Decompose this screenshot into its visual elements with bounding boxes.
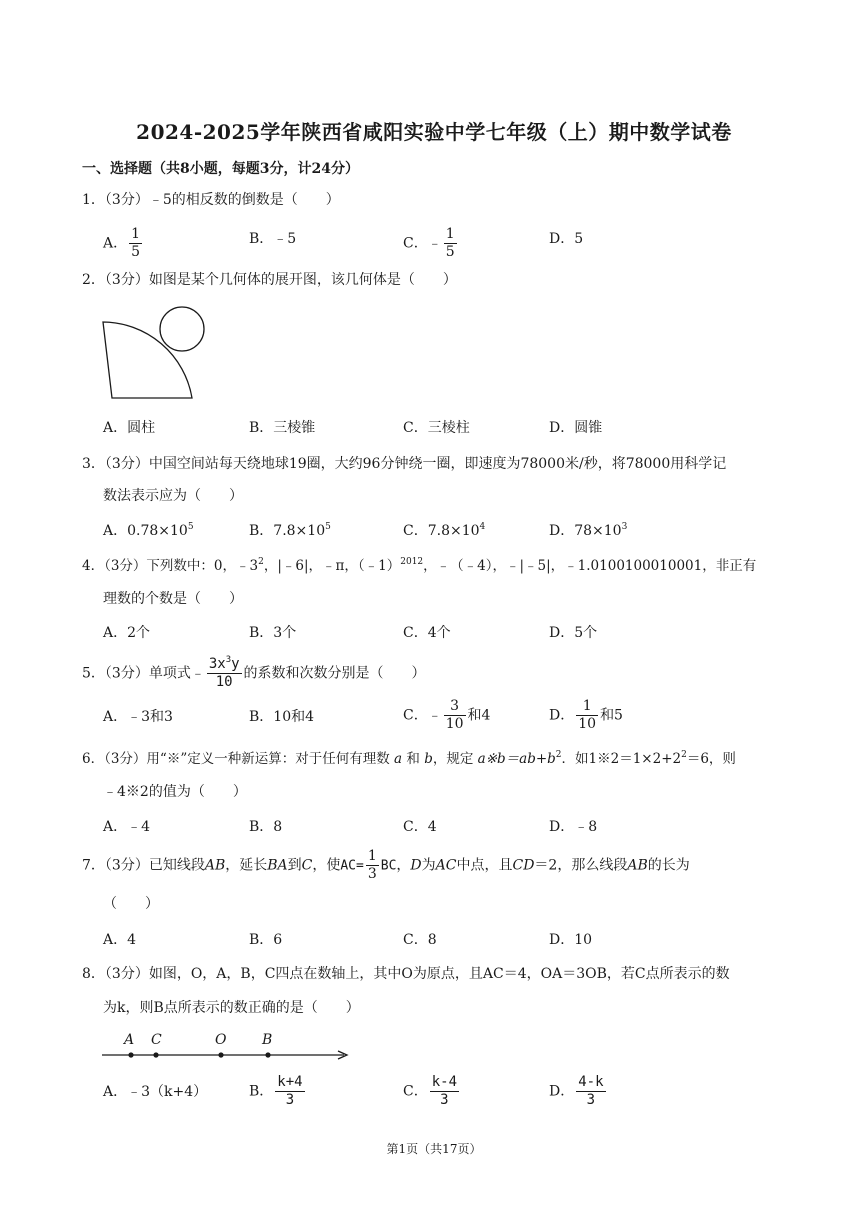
stem-text: ，	[396, 857, 411, 874]
q8-option-a: A．﹣3（k+4）	[103, 1084, 208, 1100]
point-a-dot	[128, 1052, 133, 1057]
stem-text: 5．（3分）单项式﹣	[82, 665, 205, 682]
q4-option-c: C．4个	[403, 625, 451, 641]
point-label-c: C	[151, 1032, 162, 1048]
q4-option-b: B．3个	[249, 625, 297, 641]
stem-text: ，规定	[432, 751, 474, 767]
stem-text: 和	[406, 751, 420, 767]
q2-option-a: A．圆柱	[103, 420, 156, 436]
stem-text: 的长为	[647, 857, 690, 874]
fraction-denominator: 3	[275, 1091, 304, 1109]
q1-option-a	[103, 226, 144, 261]
question-5-stem	[82, 656, 426, 691]
option-text: 和4	[467, 707, 491, 724]
q8-option-b-fraction	[275, 1074, 304, 1109]
numerator-text: y	[231, 656, 240, 672]
number-line-figure	[100, 1048, 352, 1062]
q5-option-b: B．10和4	[249, 709, 315, 725]
fraction-denominator: 5	[131, 244, 141, 260]
option-label: B．	[249, 1083, 274, 1100]
section-heading: 一、选择题（共8小题，每题3分，计24分）	[82, 161, 359, 177]
q1-option-b: B．﹣5	[249, 231, 297, 247]
q2-option-b: B．三棱锥	[249, 420, 316, 436]
stem-text: ＝2，那么线段	[534, 857, 628, 874]
q6-option-a: A．﹣4	[103, 819, 151, 835]
exponent: 3	[225, 655, 232, 665]
stem-text: 4．（3分）下列数中：0，﹣3	[82, 558, 259, 574]
stem-text: ，使	[312, 857, 341, 874]
circle-shape	[160, 307, 204, 351]
fraction-denominator: 10	[207, 673, 242, 691]
fraction-numerator: 1	[445, 226, 455, 242]
segment-cd: CD	[512, 857, 535, 874]
segment-ab: AB	[204, 857, 226, 874]
fraction-denominator: 10	[578, 716, 597, 732]
stem-text: 7．（3分）已知线段	[82, 857, 205, 874]
q7-option-a: A．4	[103, 932, 137, 948]
point-c: C	[301, 857, 313, 874]
q7-fraction	[366, 848, 379, 883]
fraction-denominator: 10	[445, 716, 464, 732]
question-7-stem-line2: （ ）	[103, 896, 159, 912]
exponent: 2012	[400, 557, 424, 567]
q8-option-d	[549, 1074, 608, 1109]
question-8-stem-line2: 为k，则B点所表示的数正确的是（ ）	[103, 1000, 360, 1016]
question-1-stem: 1．（3分）﹣5的相反数的倒数是（ ）	[82, 192, 340, 208]
monomial-fraction	[207, 656, 242, 691]
q5-option-c	[403, 698, 490, 733]
question-3-stem-line2: 数法表示应为（ ）	[103, 488, 243, 504]
sector-shape	[103, 322, 192, 398]
cone-net-figure	[98, 302, 210, 402]
exponent: 3	[621, 522, 628, 532]
stem-text: ，﹣（﹣4），﹣|﹣5|，﹣1.0100100010001，非正有	[423, 558, 757, 574]
q7-option-d: D．10	[549, 932, 593, 948]
q3-option-a	[103, 521, 194, 541]
fraction-denominator: 3	[367, 866, 377, 882]
question-4-stem-line2: 理数的个数是（ ）	[103, 591, 243, 607]
fraction-numerator: k+4	[277, 1074, 303, 1090]
q1-option-c	[403, 226, 459, 261]
question-6-stem-line1	[82, 749, 736, 769]
option-text: A．0.78×10	[103, 523, 188, 539]
option-label: C．	[403, 1083, 428, 1100]
q5-option-c-fraction	[444, 698, 466, 733]
page-footer: 第1页（共17页）	[386, 1142, 482, 1156]
equation-lhs: AC=	[340, 858, 364, 874]
option-text: D．78×10	[549, 523, 622, 539]
q2-option-c: C．三棱柱	[403, 420, 470, 436]
point-label-a: A	[124, 1032, 135, 1048]
equation-rhs: BC	[380, 858, 397, 874]
q5-option-d	[549, 698, 623, 733]
point-b-dot	[265, 1052, 270, 1057]
q7-option-c: C．8	[403, 932, 437, 948]
variable-b: b	[424, 751, 433, 767]
point-c-dot	[153, 1052, 158, 1057]
point-o-dot	[218, 1052, 223, 1057]
fraction-numerator: 1	[131, 226, 141, 242]
q3-option-d	[549, 521, 627, 541]
stem-text: ＝6，则	[686, 751, 736, 767]
exponent: 2	[258, 557, 264, 567]
variable-a: a	[394, 751, 403, 767]
stem-text: 到	[287, 857, 302, 874]
stem-text: ．如1※2＝1×2+2	[561, 751, 682, 767]
exponent: 4	[479, 522, 486, 532]
q1-option-c-label: C．﹣	[403, 235, 442, 252]
q6-option-c: C．4	[403, 819, 437, 835]
q2-option-d: D．圆锥	[549, 420, 603, 436]
operation-rule: a※b＝ab+b	[477, 751, 556, 767]
q5-option-a: A．﹣3和3	[103, 709, 173, 725]
fraction-numerator: 1	[367, 848, 377, 864]
q3-option-c	[403, 521, 485, 541]
segment-ac: AC	[435, 857, 457, 874]
fraction-denominator: 3	[576, 1091, 605, 1109]
option-label: D．	[549, 1083, 575, 1100]
point-label-o: O	[215, 1032, 227, 1048]
question-8-stem-line1: 8．（3分）如图，O，A，B，C四点在数轴上，其中O为原点，且AC＝4，OA＝3OB，若C点所表示的数	[82, 966, 730, 982]
fraction-numerator: k-4	[431, 1074, 458, 1090]
question-6-stem-line2: ﹣4※2的值为（ ）	[103, 784, 247, 800]
q3-option-b	[249, 521, 331, 541]
point-d: D	[410, 857, 422, 874]
q8-option-c-fraction	[430, 1074, 459, 1109]
question-2-stem: 2．（3分）如图是某个几何体的展开图，该几何体是（ ）	[82, 272, 457, 288]
question-7-stem-line1	[82, 848, 690, 883]
q7-option-b: B．6	[249, 932, 283, 948]
q8-option-c	[403, 1074, 461, 1109]
option-label: C．﹣	[403, 707, 442, 724]
segment-ba: BA	[267, 857, 288, 874]
stem-text: 6．（3分）用“※”定义一种新运算：对于任何有理数	[82, 751, 390, 767]
fraction-denominator: 5	[445, 244, 455, 260]
q5-option-d-fraction	[576, 698, 598, 733]
q6-option-d: D．﹣8	[549, 819, 598, 835]
q8-option-b	[249, 1074, 307, 1109]
q1-option-a-label: A．	[103, 235, 128, 252]
option-text: B．7.8×10	[249, 523, 326, 539]
segment-ab: AB	[627, 857, 648, 874]
point-label-b: B	[262, 1032, 273, 1048]
q4-option-a: A．2个	[103, 625, 151, 641]
stem-text: 为	[421, 857, 436, 874]
question-4-stem-line1	[82, 556, 756, 576]
stem-text: ，延长	[225, 857, 268, 874]
page-title: 2024-2025学年陕西省咸阳实验中学七年级（上）期中数学试卷	[136, 120, 732, 144]
option-text: 和5	[600, 707, 623, 724]
fraction-numerator: 4-k	[578, 1074, 604, 1090]
exponent: 5	[187, 522, 194, 532]
q1-option-d: D．5	[549, 231, 584, 247]
option-text: C．7.8×10	[403, 523, 480, 539]
exponent: 2	[555, 750, 562, 760]
fraction-numerator: 3	[450, 698, 460, 714]
q1-option-a-fraction	[129, 226, 142, 261]
stem-text: 的系数和次数分别是（ ）	[243, 665, 426, 682]
stem-text: 中点，且	[456, 857, 513, 874]
fraction-numerator	[207, 656, 242, 673]
q4-option-d: D．5个	[549, 625, 598, 641]
fraction-denominator: 3	[430, 1091, 459, 1109]
fraction-numerator: 1	[582, 698, 592, 714]
q8-option-d-fraction	[576, 1074, 605, 1109]
q6-option-b: B．8	[249, 819, 283, 835]
option-label: D．	[549, 707, 575, 724]
question-3-stem-line1: 3．（3分）中国空间站每天绕地球19圈，大约96分钟绕一圈，即速度为78000米/秒，将78000用科学记	[82, 456, 727, 472]
exponent: 2	[681, 750, 687, 760]
exponent: 5	[325, 522, 331, 532]
q1-option-c-fraction	[444, 226, 457, 261]
numerator-text: 3x	[208, 656, 226, 672]
stem-text: ，|﹣6|，﹣π，（﹣1）	[263, 558, 401, 574]
